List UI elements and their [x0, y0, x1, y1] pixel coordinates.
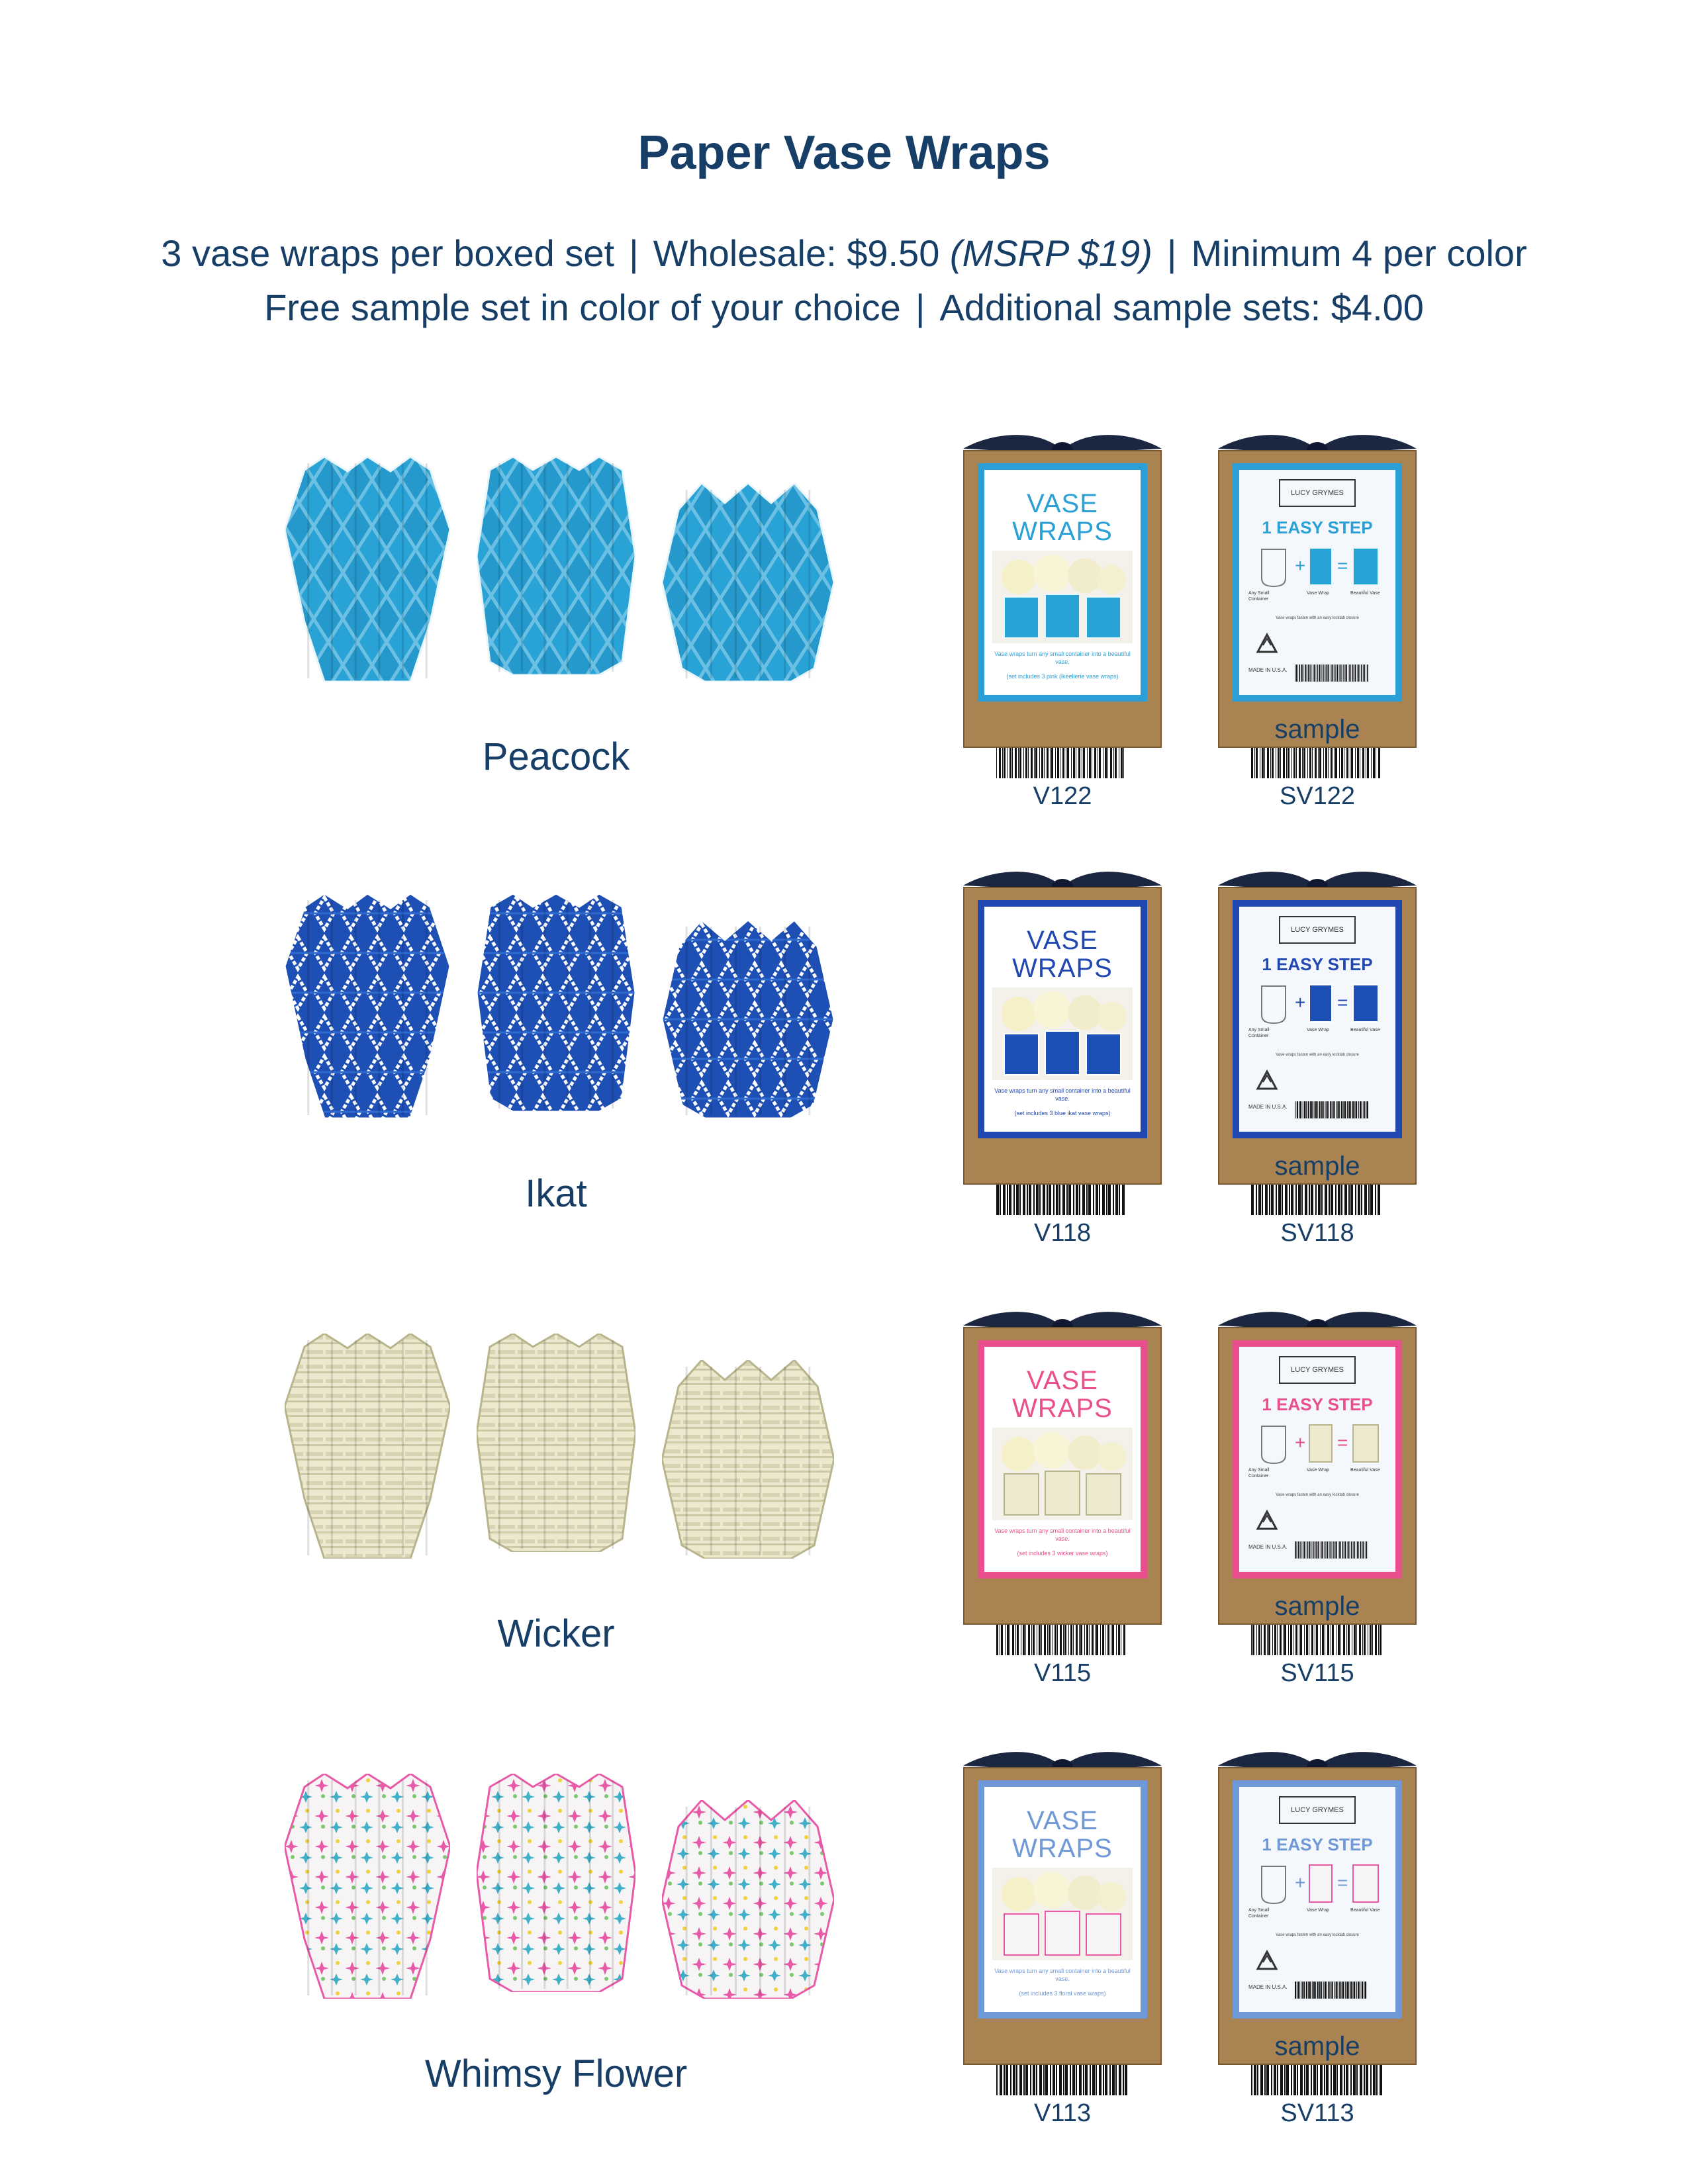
- sample-label: sample: [1274, 2032, 1360, 2061]
- box-front-image: [963, 1747, 1162, 2065]
- box-front-desc: Vase wraps turn any small container into a beautiful vase.: [994, 1087, 1131, 1102]
- box-set-note: (set includes 3 pink (ikeelierie vase wraps): [1006, 673, 1119, 680]
- product-barcode: [996, 1185, 1129, 1215]
- box-back-panel: [1233, 463, 1402, 702]
- box-front-panel: [978, 900, 1147, 1138]
- box-title-line2: WRAPS: [1012, 1834, 1113, 1863]
- sample-label: sample: [1274, 1592, 1360, 1621]
- brand-logo: LUCY GRYMES: [1279, 479, 1356, 507]
- box-back-image: [1218, 867, 1417, 1185]
- sample-code: SV115: [1280, 1659, 1354, 1687]
- box-front-desc: Vase wraps turn any small container into a beautiful vase.: [994, 1968, 1131, 1982]
- box-front-title: [984, 1807, 1141, 1862]
- box-back-panel: [1233, 1780, 1402, 2019]
- box-back-image: [1218, 430, 1417, 748]
- product-name: Ikat: [525, 1172, 587, 1215]
- brand-logo: LUCY GRYMES: [1279, 1796, 1356, 1824]
- product-code: V115: [1034, 1659, 1091, 1687]
- box-front-description: [990, 1087, 1135, 1117]
- box-title-line1: VASE: [1027, 926, 1098, 955]
- label-vase: Beautiful Vase: [1350, 1908, 1380, 1913]
- fine-print: Vase wraps fasten with an easy locktab closure: [1276, 1053, 1359, 1057]
- pricing-line: [0, 232, 1688, 275]
- product-code: V118: [1034, 1219, 1091, 1247]
- sample-line: [0, 286, 1688, 329]
- box-front-image: [963, 1307, 1162, 1625]
- box-front-desc: Vase wraps turn any small container into a beautiful vase.: [994, 651, 1131, 665]
- box-front-image: [963, 430, 1162, 748]
- label-vase: Beautiful Vase: [1350, 1468, 1380, 1473]
- separator: |: [1166, 232, 1177, 274]
- vase-wrap-image: [477, 1334, 635, 1555]
- box-title-line2: WRAPS: [1012, 1394, 1113, 1423]
- box-front-photo: [992, 1868, 1133, 1960]
- upc-barcode: [1295, 1980, 1369, 2000]
- svg-text:+: +: [1295, 555, 1306, 576]
- vase-wrap-image: [285, 457, 450, 685]
- vase-photos: [258, 457, 867, 708]
- product-barcode: [996, 2065, 1129, 2095]
- easy-step-heading: 1 EASY STEP: [1262, 954, 1373, 974]
- box-title-line1: VASE: [1027, 489, 1098, 518]
- label-wrap: Vase Wrap: [1307, 1028, 1329, 1032]
- vase-photos: [258, 1774, 867, 2025]
- vase-wrap-image: [285, 893, 450, 1122]
- page-title: Paper Vase Wraps: [637, 126, 1051, 179]
- vase-wrap-image: [285, 1334, 450, 1562]
- recycle-icon: [1254, 1949, 1280, 1979]
- label-container: Any Small Container: [1248, 1028, 1270, 1038]
- box-back-image: [1218, 1747, 1417, 2065]
- upc-barcode: [1295, 1540, 1369, 1560]
- brand-logo: LUCY GRYMES: [1279, 916, 1356, 944]
- made-in-usa: MADE IN U.S.A.: [1248, 667, 1288, 673]
- svg-text:=: =: [1337, 555, 1348, 576]
- step-diagram: [1248, 1420, 1386, 1466]
- sample-label: sample: [1274, 715, 1360, 744]
- label-vase: Beautiful Vase: [1350, 591, 1380, 596]
- box-front-photo: [992, 1428, 1133, 1520]
- product-code: V113: [1034, 2099, 1091, 2127]
- fine-print: Vase wraps fasten with an easy locktab closure: [1276, 1493, 1359, 1497]
- upc-barcode: [1295, 663, 1369, 683]
- box-title-line1: VASE: [1027, 1366, 1098, 1395]
- box-set-note: (set includes 3 wicker vase wraps): [1017, 1550, 1108, 1557]
- vase-wrap-image: [662, 1800, 834, 2002]
- product-name: Peacock: [482, 735, 630, 778]
- step-diagram: [1248, 979, 1386, 1026]
- box-front-panel: [978, 1340, 1147, 1578]
- svg-text:=: =: [1337, 1872, 1348, 1893]
- additional-sample-price: Additional sample sets: $4.00: [939, 287, 1424, 328]
- easy-step-heading: 1 EASY STEP: [1262, 1394, 1373, 1414]
- separator: |: [629, 232, 639, 274]
- product-code: V122: [1033, 782, 1092, 810]
- label-wrap: Vase Wrap: [1307, 1468, 1329, 1473]
- box-title-line1: VASE: [1027, 1806, 1098, 1835]
- separator: |: [915, 287, 925, 328]
- product-row: [0, 430, 1688, 867]
- box-back-panel: [1233, 900, 1402, 1138]
- label-container: Any Small Container: [1248, 591, 1270, 602]
- brand-logo: LUCY GRYMES: [1279, 1356, 1356, 1384]
- product-row: [0, 1747, 1688, 2184]
- made-in-usa: MADE IN U.S.A.: [1248, 1104, 1288, 1110]
- made-in-usa: MADE IN U.S.A.: [1248, 1544, 1288, 1550]
- box-front-desc: Vase wraps turn any small container into a beautiful vase.: [994, 1527, 1131, 1542]
- box-title-line2: WRAPS: [1012, 517, 1113, 546]
- made-in-usa: MADE IN U.S.A.: [1248, 1984, 1288, 1990]
- product-name: Whimsy Flower: [424, 2052, 688, 2095]
- box-set-note: (set includes 3 floral vase wraps): [1019, 1990, 1106, 1997]
- box-front-description: [990, 1967, 1135, 1997]
- easy-step-heading: 1 EASY STEP: [1262, 518, 1373, 537]
- vase-wrap-image: [662, 1360, 834, 1562]
- sample-barcode: [1251, 2065, 1383, 2095]
- box-front-panel: [978, 463, 1147, 702]
- product-name: Wicker: [497, 1612, 615, 1655]
- vase-wrap-image: [477, 457, 635, 678]
- vase-wrap-image: [285, 1774, 450, 2002]
- recycle-icon: [1254, 1069, 1280, 1099]
- box-front-photo: [992, 551, 1133, 643]
- sample-code: SV122: [1279, 782, 1356, 810]
- fine-print: Vase wraps fasten with an easy locktab closure: [1276, 1933, 1359, 1937]
- sample-label: sample: [1274, 1152, 1360, 1181]
- free-sample-info: Free sample set in color of your choice: [264, 287, 901, 328]
- vase-photos: [258, 1334, 867, 1585]
- svg-text:+: +: [1295, 992, 1306, 1013]
- box-back-panel: [1233, 1340, 1402, 1578]
- sample-barcode: [1251, 1625, 1383, 1655]
- label-container: Any Small Container: [1248, 1908, 1270, 1919]
- step-diagram: [1248, 1860, 1386, 1906]
- wholesale-price: Wholesale: $9.50: [653, 232, 940, 274]
- sample-code: SV113: [1280, 2099, 1354, 2127]
- fine-print: Vase wraps fasten with an easy locktab closure: [1276, 616, 1359, 620]
- product-row: [0, 1307, 1688, 1744]
- label-container: Any Small Container: [1248, 1468, 1270, 1479]
- box-set-note: (set includes 3 blue ikat vase wraps): [1014, 1110, 1111, 1116]
- label-vase: Beautiful Vase: [1350, 1028, 1380, 1032]
- box-front-image: [963, 867, 1162, 1185]
- upc-barcode: [1295, 1100, 1369, 1120]
- vase-wrap-image: [662, 920, 834, 1122]
- recycle-icon: [1254, 1509, 1280, 1539]
- easy-step-heading: 1 EASY STEP: [1262, 1835, 1373, 1854]
- vase-wrap-image: [477, 1774, 635, 1995]
- sample-code: SV118: [1280, 1219, 1354, 1247]
- svg-text:+: +: [1295, 1432, 1306, 1453]
- vase-wrap-image: [477, 893, 635, 1115]
- box-front-panel: [978, 1780, 1147, 2019]
- minimum-order: Minimum 4 per color: [1191, 232, 1527, 274]
- box-front-description: [990, 650, 1135, 680]
- set-info: 3 vase wraps per boxed set: [161, 232, 615, 274]
- box-back-image: [1218, 1307, 1417, 1625]
- box-front-description: [990, 1527, 1135, 1557]
- svg-text:+: +: [1295, 1872, 1306, 1893]
- step-diagram: [1248, 543, 1386, 589]
- product-barcode: [996, 1625, 1129, 1655]
- sample-barcode: [1251, 1185, 1383, 1215]
- product-row: [0, 867, 1688, 1304]
- box-front-title: [984, 927, 1141, 982]
- label-wrap: Vase Wrap: [1307, 1908, 1329, 1913]
- recycle-icon: [1254, 632, 1280, 662]
- msrp-price: (MSRP $19): [949, 232, 1152, 274]
- svg-text:=: =: [1337, 1432, 1348, 1453]
- svg-text:=: =: [1337, 992, 1348, 1013]
- box-title-line2: WRAPS: [1012, 954, 1113, 983]
- box-front-title: [984, 490, 1141, 545]
- product-barcode: [996, 748, 1129, 778]
- box-front-photo: [992, 987, 1133, 1080]
- box-front-title: [984, 1367, 1141, 1422]
- vase-wrap-image: [662, 483, 834, 685]
- label-wrap: Vase Wrap: [1307, 591, 1329, 596]
- sample-barcode: [1251, 748, 1383, 778]
- vase-photos: [258, 893, 867, 1145]
